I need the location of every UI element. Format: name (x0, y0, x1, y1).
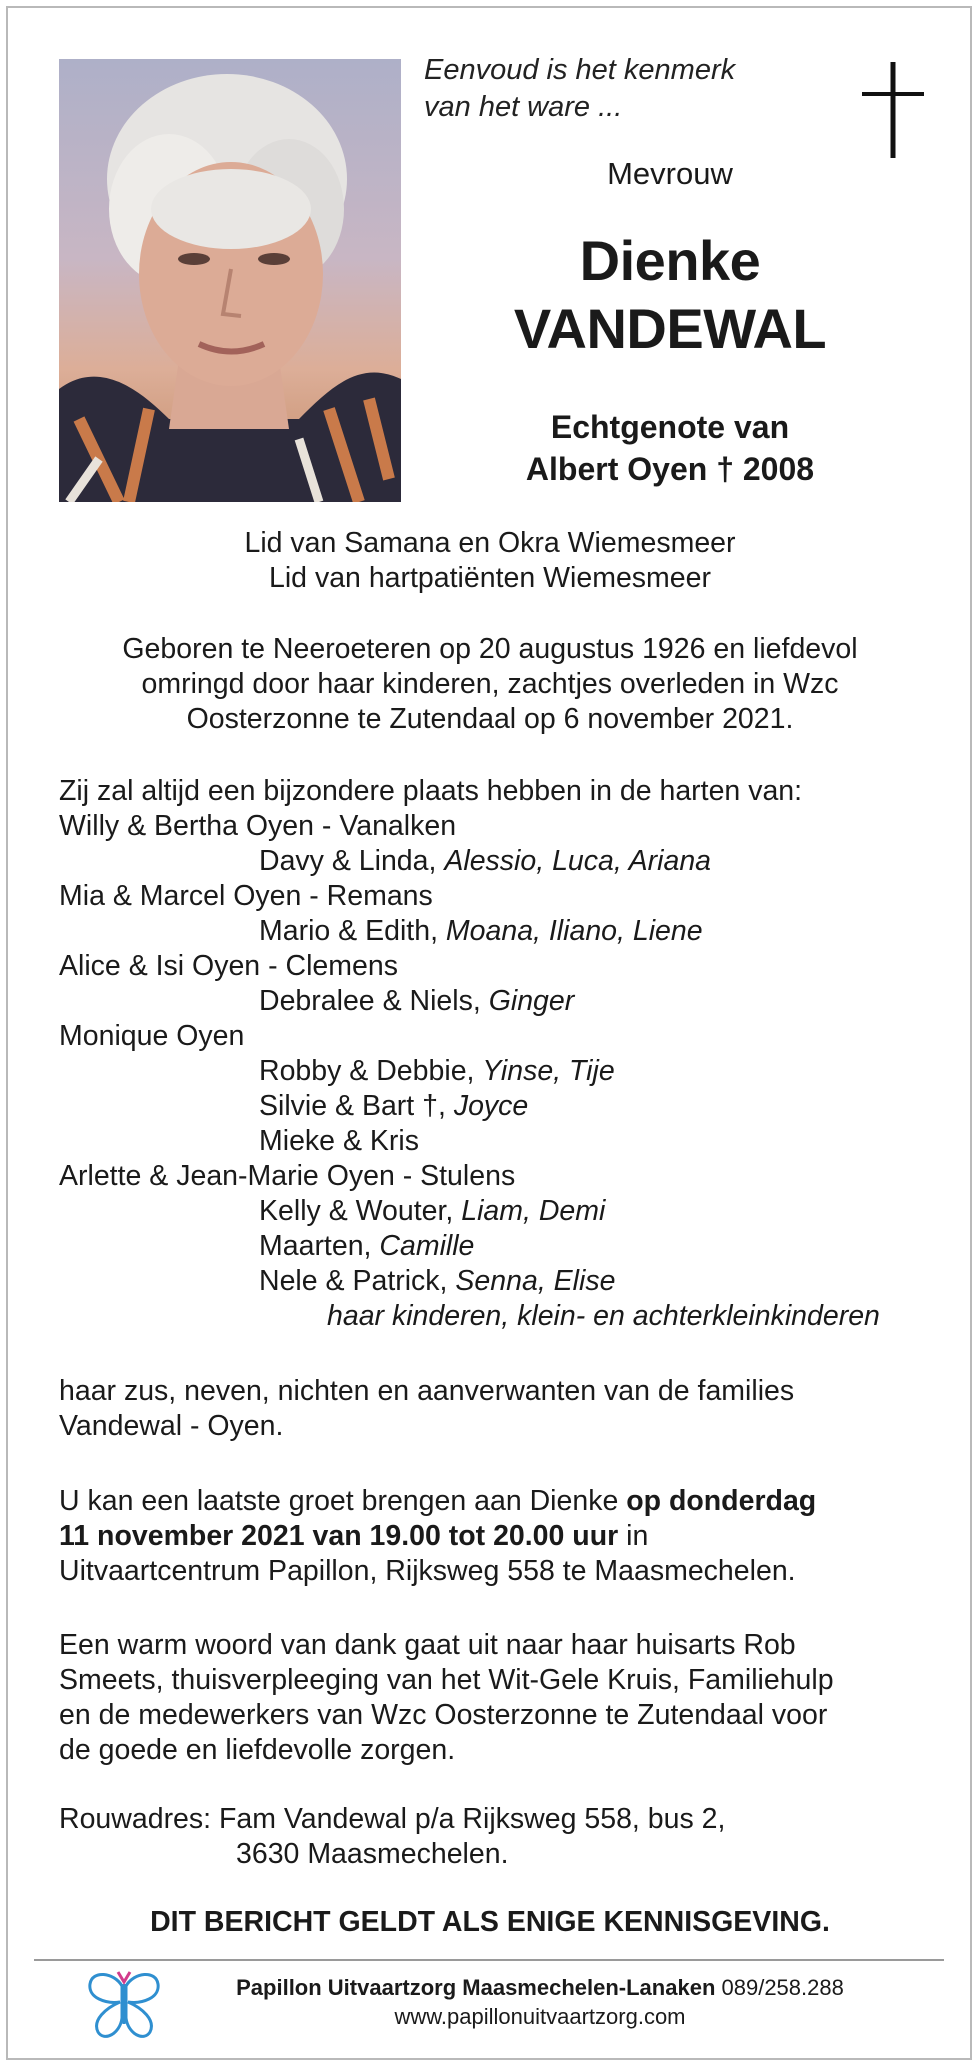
thanks-line-1: Een warm woord van dank gaat uit naar haar huisarts Rob (59, 1629, 796, 1661)
birth-info (59, 632, 921, 737)
visitation (59, 1484, 929, 1589)
spouse-line-1: Echtgenote van (550, 409, 790, 445)
address-line-2: 3630 Maasmechelen. (236, 1838, 509, 1870)
family-kids: Camille (379, 1230, 475, 1262)
family-entry (59, 809, 456, 844)
family-names: Silvie & Bart †, (259, 1090, 454, 1122)
visitation-line-1: U kan een laatste groet brengen aan Dienke op donderdag (59, 1485, 817, 1517)
family-kids: Senna, Elise (455, 1265, 616, 1297)
address-line-1: Rouwadres: Fam Vandewal p/a Rijksweg 558, bus 2, (59, 1803, 726, 1835)
first-name: Dienke (579, 229, 761, 292)
birth-line-2: omringd door haar kinderen, zachtjes overleden in Wzc (141, 668, 839, 700)
membership-line-2: Lid van hartpatiënten Wiemesmeer (269, 562, 711, 594)
family-names: Willy & Bertha Oyen - Vanalken (59, 810, 457, 842)
quote-line-2: van het ware ... (424, 91, 623, 123)
portrait-illustration (59, 59, 401, 502)
family-names: Mia & Marcel Oyen - Remans (59, 880, 433, 912)
family-entry (259, 984, 574, 1019)
family-names: Alice & Isi Oyen - Clemens (59, 950, 398, 982)
relatives-line-1: haar zus, neven, nichten en aanverwanten van de families (59, 1375, 795, 1407)
company-phone: 089/258.288 (715, 1975, 844, 2000)
company-name: Papillon Uitvaartzorg Maasmechelen-Lanaken (236, 1975, 716, 2000)
family-entry (259, 1229, 474, 1264)
thanks (59, 1628, 929, 1768)
cross-icon (862, 62, 924, 158)
family-entry (259, 914, 703, 949)
family-names: Robby & Debbie, (259, 1055, 483, 1087)
family-names: Arlette & Jean-Marie Oyen - Stulens (59, 1160, 516, 1192)
visitation-time: 11 november 2021 van 19.00 tot 20.00 uur (59, 1520, 619, 1552)
family-entry (259, 1264, 615, 1299)
relatives-line-2: Vandewal - Oyen. (59, 1410, 284, 1442)
family-entry (59, 1159, 515, 1194)
thanks-line-2: Smeets, thuisverpleeging van het Wit-Gele Kruis, Familiehulp (59, 1664, 834, 1696)
spouse-line-2: Albert Oyen † 2008 (525, 451, 815, 487)
birth-line-1: Geboren te Neeroeteren op 20 augustus 1926 en liefdevol (122, 633, 858, 665)
family-names: Mario & Edith, (259, 915, 446, 947)
family-kids: Liam, Demi (461, 1195, 606, 1227)
membership-line-1: Lid van Samana en Okra Wiemesmeer (244, 527, 736, 559)
family-names: Mieke & Kris (259, 1125, 419, 1157)
family-kids: Yinse, Tije (482, 1055, 615, 1087)
family-entry (259, 1194, 605, 1229)
butterfly-logo-icon (84, 1968, 164, 2042)
last-name: VANDEWAL (513, 297, 827, 360)
family-entry (59, 879, 433, 914)
family-entry (59, 1019, 244, 1054)
family-entry (259, 1124, 419, 1159)
family-entry (259, 1089, 528, 1124)
relatives (59, 1374, 929, 1444)
family-entry (259, 1054, 615, 1089)
footer-line-1 (180, 1973, 900, 2002)
visitation-line-2: 11 november 2021 van 19.00 tot 20.00 uur in (59, 1520, 649, 1552)
thanks-line-3: en de medewerkers van Wzc Oosterzonne te Zutendaal voor (59, 1699, 828, 1731)
family-closing: haar kinderen, klein- en achterkleinkinderen (327, 1300, 880, 1332)
family-entry (59, 949, 398, 984)
family-names: Nele & Patrick, (259, 1265, 456, 1297)
footer-divider (34, 1959, 944, 1961)
family-names: Debralee & Niels, (259, 985, 489, 1017)
family-kids: Moana, Iliano, Liene (445, 915, 703, 947)
company-website[interactable]: www.papillonuitvaartzorg.com (394, 2004, 686, 2029)
visitation-line-3: Uitvaartcentrum Papillon, Rijksweg 558 te Maasmechelen. (59, 1555, 796, 1587)
quote-line-1: Eenvoud is het kenmerk (424, 54, 736, 86)
family-names: Maarten, (259, 1230, 380, 1262)
quote (424, 52, 735, 126)
membership (59, 526, 921, 596)
family-names: Kelly & Wouter, (259, 1195, 462, 1227)
visitation-day: op donderdag (626, 1485, 817, 1517)
spouse-info (470, 406, 870, 490)
footer-info (180, 1973, 900, 2031)
family-kids: Alessio, Luca, Ariana (444, 845, 712, 877)
family-names: Davy & Linda, (259, 845, 445, 877)
thanks-line-4: de goede en liefdevolle zorgen. (59, 1734, 456, 1766)
family-entry (259, 844, 711, 879)
honorific: Mevrouw (607, 156, 733, 191)
family-names: Monique Oyen (59, 1020, 245, 1052)
family-kids: Joyce (453, 1090, 529, 1122)
birth-line-3: Oosterzonne te Zutendaal op 6 november 2021. (186, 703, 794, 735)
notice: DIT BERICHT GELDT ALS ENIGE KENNISGEVING. (150, 1906, 830, 1938)
portrait-photo (59, 59, 401, 502)
family-intro: Zij zal altijd een bijzondere plaats hebben in de harten van: (59, 775, 803, 807)
family-kids: Ginger (488, 985, 575, 1017)
